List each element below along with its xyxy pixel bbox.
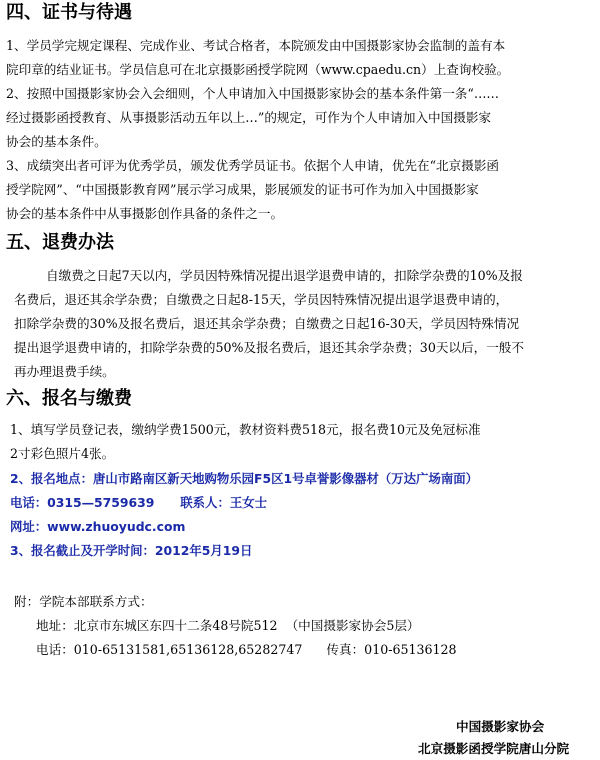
registration-website[interactable]: 网址：www.zhuoyudc.com [10, 519, 186, 534]
sec5-line-1: 自缴费之日起7天以内，学员因特殊情况提出退学退费申请的，扣除学杂费的10%及报 [46, 268, 523, 283]
sec4-line-1: 1、学员学完规定课程、完成作业、考试合格者，本院颁发由中国摄影家协会监制的盖有本 [6, 38, 506, 53]
sec6-line-2: 2寸彩色照片4张。 [10, 446, 115, 461]
signature-branch: 北京摄影函授学院唐山分院 [418, 741, 570, 756]
sec6-line-1: 1、填写学员登记表，缴纳学费1500元，教材资料费518元，报名费10元及免冠标准 [10, 422, 481, 437]
appendix-address: 地址：北京市东城区东四十二条48号院512 （中国摄影家协会5层） [36, 618, 420, 633]
sec4-line-2: 院印章的结业证书。学员信息可在北京摄影函授学院网（www.cpaedu.cn）上查询校验。 [6, 62, 510, 77]
section-5-title: 五、退费办法 [6, 232, 114, 253]
registration-deadline: 3、报名截止及开学时间：2012年5月19日 [10, 543, 253, 558]
sec5-line-3: 扣除学杂费的30%及报名费后，退还其余学杂费；自缴费之日起16-30天，学员因特殊情况 [14, 316, 520, 331]
registration-phone-contact: 电话：0315—5759639 联系人：王女士 [10, 495, 268, 510]
section-6-title: 六、报名与缴费 [6, 388, 132, 409]
sec5-line-5: 再办理退费手续。 [14, 364, 115, 379]
signature-association: 中国摄影家协会 [456, 719, 545, 734]
sec4-line-8: 协会的基本条件中从事摄影创作具备的条件之一。 [6, 206, 284, 221]
sec4-line-3: 2、按照中国摄影家协会入会细则，个人申请加入中国摄影家协会的基本条件第一条“…… [6, 86, 500, 101]
registration-address: 2、报名地点：唐山市路南区新天地购物乐园F5区1号卓誉影像器材（万达广场南面） [10, 471, 478, 486]
appendix-title: 附：学院本部联系方式： [14, 594, 153, 609]
appendix-phone-fax: 电话：010-65131581,65136128,65282747 传真：010-65136128 [36, 642, 457, 657]
sec5-line-2: 名费后，退还其余学杂费；自缴费之日起8-15天，学员因特殊情况提出退学退费申请的， [14, 292, 509, 307]
sec4-line-6: 3、成绩突出者可评为优秀学员，颁发优秀学员证书。依据个人申请，优先在“北京摄影函 [6, 158, 500, 173]
sec5-line-4: 提出退学退费申请的，扣除学杂费的50%及报名费后，退还其余学杂费；30天以后，一般不 [14, 340, 524, 355]
sec4-line-5: 协会的基本条件。 [6, 134, 107, 149]
sec4-line-7: 授学院网”、“中国摄影教育网”展示学习成果，影展颁发的证书可作为加入中国摄影家 [6, 182, 479, 197]
section-4-title: 四、证书与待遇 [6, 2, 132, 23]
sec4-line-4: 经过摄影函授教育、从事摄影活动五年以上…”的规定，可作为个人申请加入中国摄影家 [6, 110, 492, 125]
